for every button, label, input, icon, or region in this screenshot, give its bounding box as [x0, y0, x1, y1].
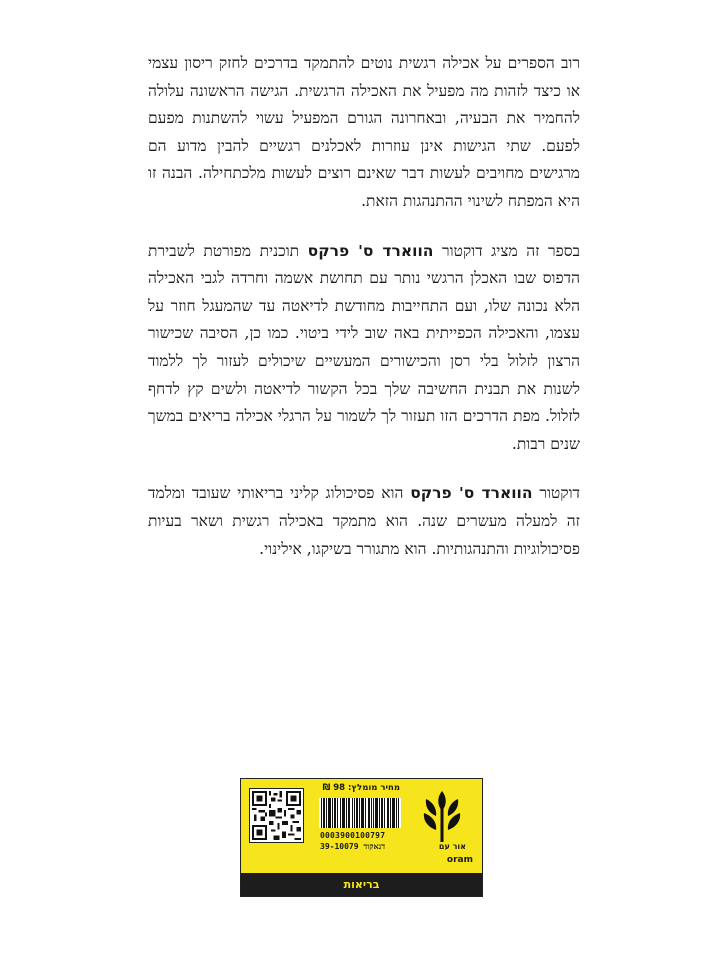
blurb-p2-rest: תוכנית מפורטת לשבירת הדפוס שבו האכלן הרגשי נותר עם תחושת אשמה וחרדה לגבי האכילה הלא נכונה שלו, ועם התחייבות מחודשת לדיאטה עד שהמעגל חוזר על עצמו, והאכילה הכפייתית באה שוב לידי ביטוי. כמו כן, הסיבה שכישור הרצון לזלול בלי רסן והכישורים המעשיים שיכולים לעזור לך ללמוד לשנות את תבנית החשיבה שלך בכל הקשור לדיאטה ולשים קץ לדחף לזלול. מפת הדרכים הזו תעזור לך לשמור על הרגלי אכילה בריאים במשך שנים רבות. [148, 241, 580, 453]
blurb-p3-rest: הוא פסיכולוג קליני בריאותי שעובד ומלמד זה למעלה מעשרים שנה. הוא מתמקד באכילה רגשית ושאר בעיות פסיכולוגיות והתנהגותיות. הוא מתגורר בשיקגו, אילינוי. [148, 484, 580, 558]
qr-code-icon [249, 788, 304, 843]
author-name: הווארד ס' פרקס [307, 241, 434, 260]
blurb-p2-start: בספר זה מציג דוקטור [433, 241, 580, 260]
blurb-paragraph-1: רוב הספרים על אכילה רגשית נוטים להתמקד בדרכים לחזק ריסון עצמי או כיצד לזהות מה מפעיל את האכילה הרגשית. הגישה הראשונה עלולה להחמיר את הבעיה, ובאחרונה הגורם המפעיל עשוי להשתנות מפעם לפעם. שתי הגישות אינן עוזרות לאכלנים רגשיים להבין מדוע הם מרגישים מחויבים לעשות דבר שאינם רוצים לעשות מלכתחילה. הבנה זו היא המפתח לשינוי ההתנהגות הזאת. [148, 54, 580, 210]
publisher-logo-text: oram [446, 855, 473, 865]
back-cover-blurb [148, 50, 580, 585]
ean-number: 0003900100797 [320, 831, 386, 840]
author-name-bio: הווארד ס' פרקס [410, 484, 533, 503]
catalog-code: 39-10079 דנאקוד [320, 842, 386, 851]
price-barcode-sticker [240, 778, 483, 897]
publisher-name-hebrew: אור עם [438, 842, 466, 851]
blurb-paragraph-2 [148, 238, 580, 459]
price-label: מחיר מומלץ: 98 ₪ [322, 783, 400, 793]
blurb-paragraph-3 [148, 480, 580, 563]
barcode-icon [319, 798, 401, 828]
blurb-p3-start: דוקטור [532, 484, 580, 503]
category-label: בריאות [343, 878, 380, 891]
